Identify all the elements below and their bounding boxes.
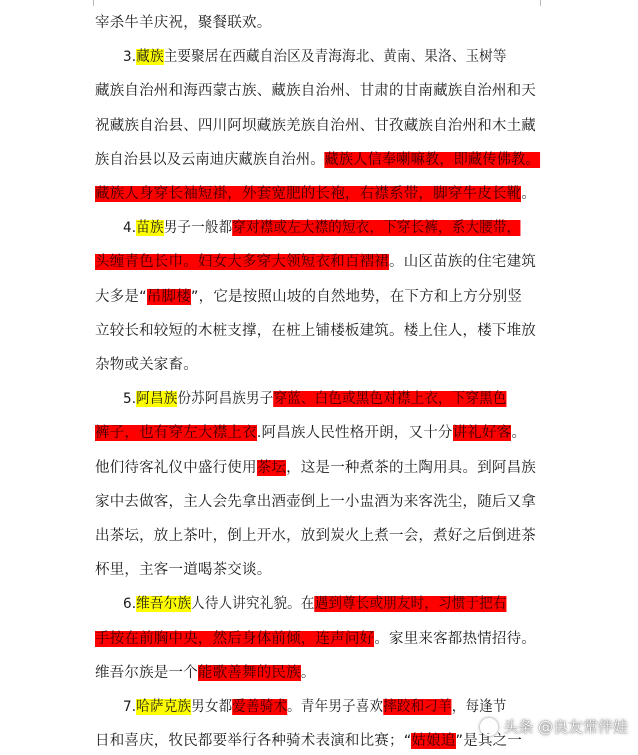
text-run: 。 [300,664,316,681]
highlight-red: 摔跤和刁羊 [383,699,452,715]
text-run: 族自治县以及云南迪庆藏族自治州。 [95,151,325,168]
highlight-red: 姑娘追 [411,733,456,750]
watermark [480,716,628,737]
text-run: 立较长和较短的木桩支撑，在桩上铺楼板建筑。楼上住人，楼下堆放 [95,322,536,339]
text-run: 人待人讲究礼貌。在 [191,596,315,613]
text-run: 男女都 [191,699,233,715]
highlight-red: 遇到尊长或朋友时，习惯于把右 [314,596,507,613]
text-line [95,385,538,413]
text-run: 藏族自治州和海西蒙古族、藏族自治州、甘肃的甘南藏族自治州和天 [95,83,536,100]
text-run: 5. [122,391,137,408]
highlight-red: 裤子，也有穿左大襟上衣 [95,425,257,442]
highlight-red: 茶坛 [256,459,287,476]
highlight-yellow: 维吾尔族 [136,596,192,613]
watermark-text: 头条 @良友常伴娃 [503,718,628,736]
text-run: 家中去做客，主人会先拿出酒壶倒上一小盅酒为来客洗尘，随后又拿 [95,493,536,510]
text-run: 。青年男子喜欢 [287,699,384,715]
text-line [95,419,540,447]
highlight-red: 能歌善舞的民族 [197,664,301,681]
highlight-red: 头缠青色长巾。妇女大多穿大领短衣和百褶裙 [95,254,389,271]
text-run: 宰杀牛羊庆祝，聚餐联欢。 [95,15,272,31]
text-line [95,590,538,618]
text-run: ”，它是按照山坡的自然地势，在下方和上方分别竖 [190,288,523,305]
highlight-yellow: 藏族 [136,49,164,66]
text-run: ，每逢节 [451,699,507,715]
text-run: 。 [511,425,527,442]
highlight-yellow: 哈萨克族 [136,699,192,715]
highlight-red: 讲礼好客 [452,425,512,442]
text-line [95,625,540,653]
text-run: 。 [521,186,537,202]
text-line [95,248,540,276]
text-run: 杯里，主客一道喝茶交谈。 [95,562,272,579]
text-run: 。山区苗族的住宅建筑 [389,254,536,271]
text-line [95,283,540,311]
text-run: 7. [122,699,137,715]
text-run: 3. [122,49,137,66]
text-run: 大多是“ [95,288,147,305]
highlight-red: 吊脚楼 [146,288,191,305]
margin-corner-mark-left [93,0,94,6]
highlight-red: 手按在前胸中央，然后身体前倾，连声问好 [95,630,375,647]
margin-corner-mark-right [540,0,541,6]
highlight-red: 藏族人身穿长袖短褂，外套宽肥的长袍，右襟系带，脚穿牛皮长靴 [95,186,522,202]
text-run: 份苏阿昌族男子 [177,391,274,408]
highlight-yellow: 阿昌族 [136,391,178,408]
text-line [95,693,538,721]
text-line [95,454,540,482]
text-line [95,488,540,516]
text-run: 。家里来客都热情招待。 [374,630,537,647]
text-run: 祝藏族自治县、四川阿坝藏族羌族自治州、甘孜藏族自治州和木土藏 [95,117,536,134]
text-line [95,214,538,242]
text-line [95,522,540,550]
text-line [95,77,540,105]
text-run: 日和喜庆，牧民都要举行各种骑术表演和比赛；“ [95,733,412,750]
highlight-red: 藏族人信奉喇嘛教，即藏传佛教。 [324,151,540,168]
text-run: 杂物或关家畜。 [95,357,198,373]
text-line [95,43,538,71]
text-run: 6. [122,596,137,613]
highlight-yellow: 苗族 [136,220,164,237]
text-line [95,9,540,37]
text-line [95,351,540,379]
text-line [95,112,540,140]
text-run: ，这是一种煮茶的土陶用具。到阿昌族 [286,459,537,476]
text-run: 主要聚居在西藏自治区及青海海北、黄南、果洛、玉树等 [163,49,507,66]
text-run: 他们待客礼仪中盛行使用 [95,459,257,476]
text-line [95,556,540,584]
highlight-red: 爱善骑术 [232,699,288,715]
text-run: .阿昌族人民性格开朗，又十分 [256,425,453,442]
text-line [95,146,540,174]
watermark-logo-icon [480,718,498,736]
text-line [95,659,540,687]
text-line [95,180,540,208]
highlight-red: 穿对襟或左大襟的短衣，下穿长裤，系大腰带， [232,220,521,237]
text-run: 维吾尔族是一个 [95,664,198,681]
text-run: 出茶坛，放上茶叶，倒上开水，放到炭火上煮一会，煮好之后倒进茶 [95,528,536,544]
text-run: ”是其之一 [455,733,523,750]
highlight-red: 穿蓝、白色或黑色对襟上衣，下穿黑色 [273,391,507,408]
text-run: 4. [122,220,137,237]
text-line [95,317,540,345]
text-run: 男子一般都 [163,220,233,237]
